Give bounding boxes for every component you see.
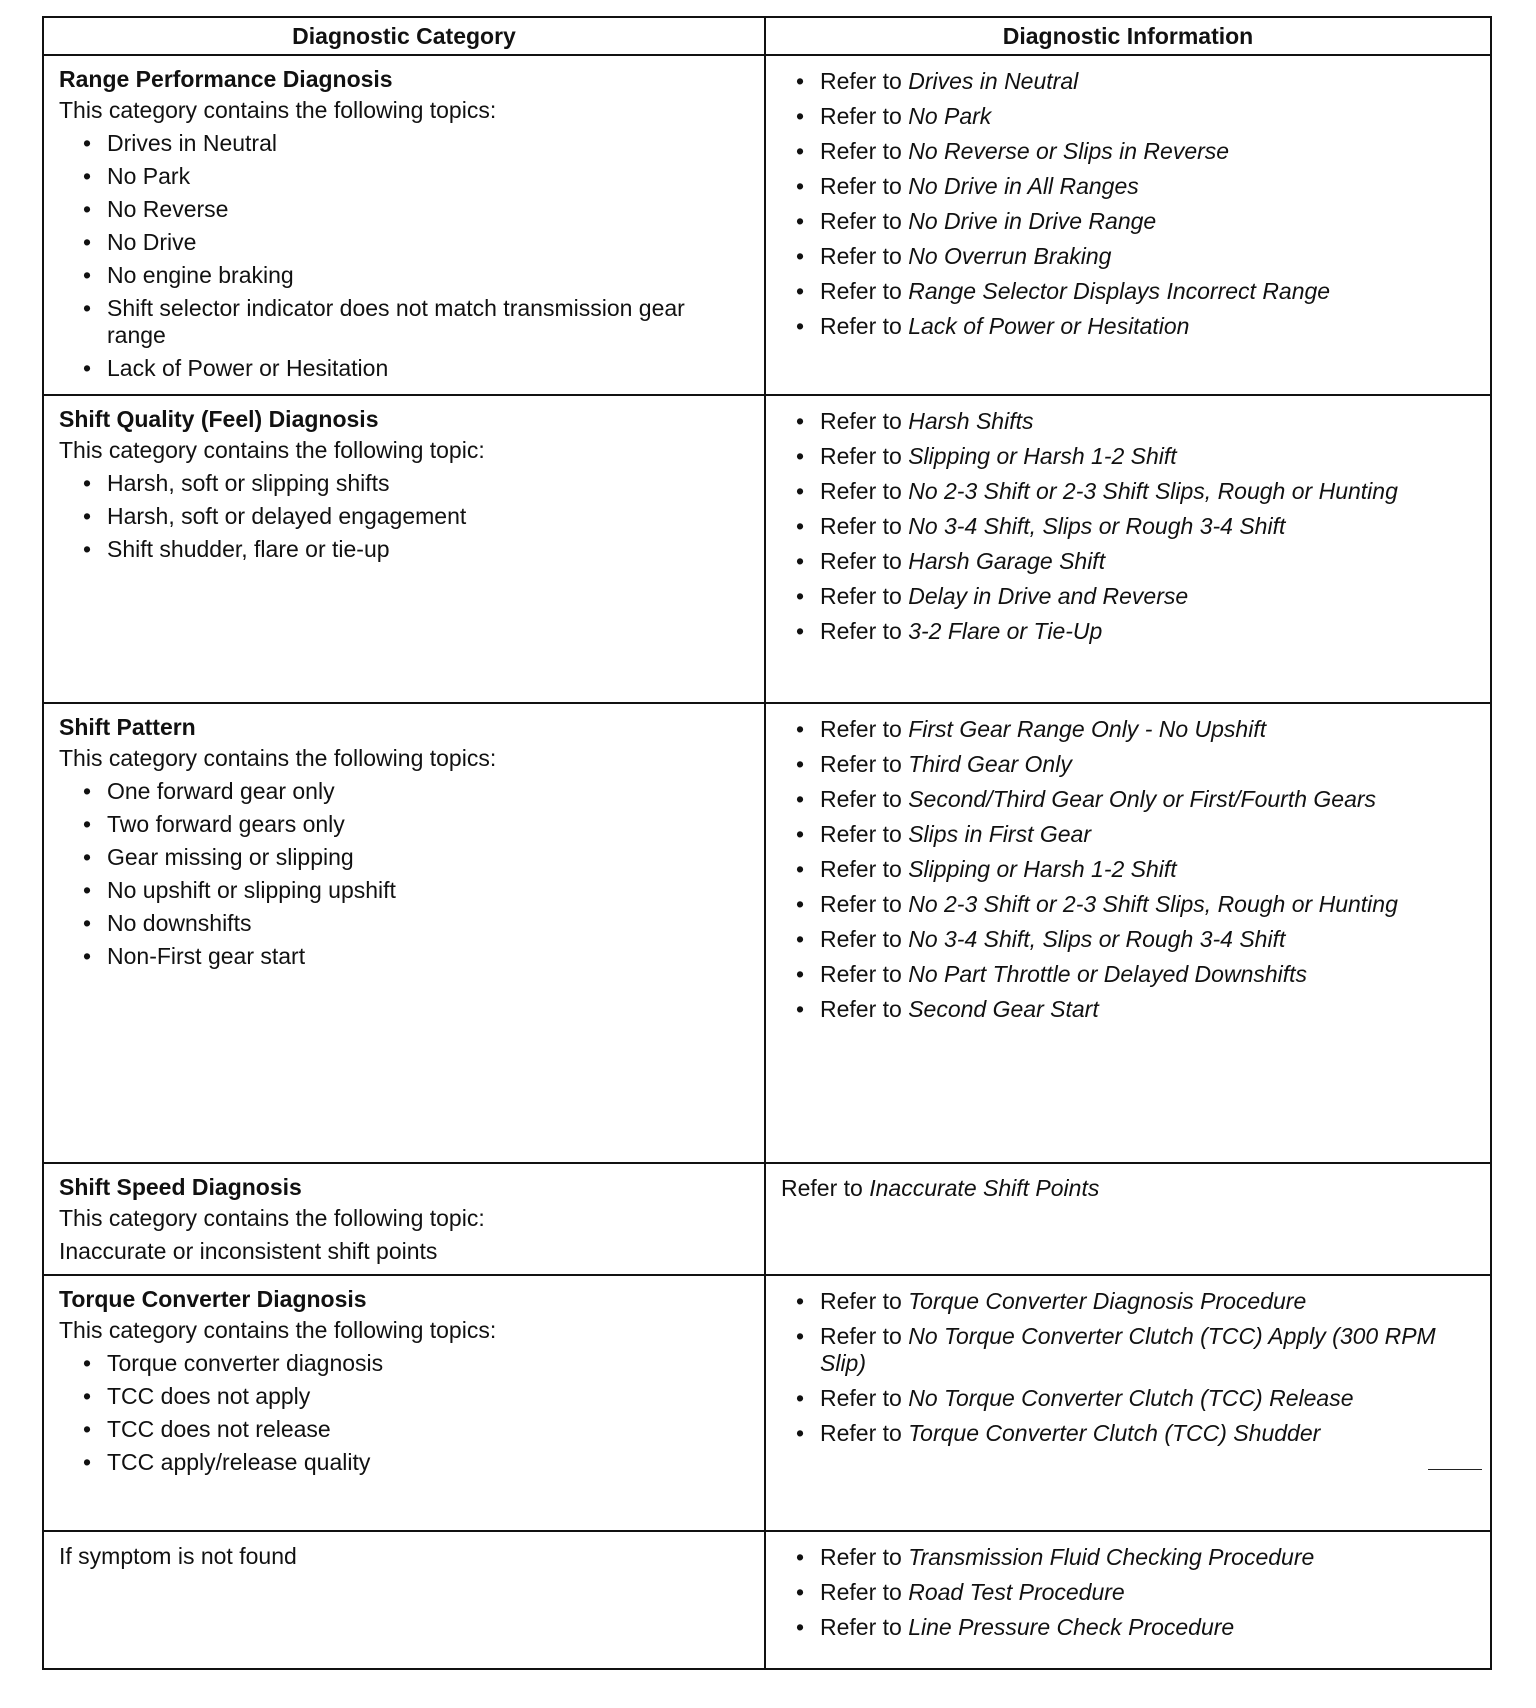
topic-item: • TCC does not apply bbox=[83, 1380, 750, 1413]
reference-link[interactable]: Torque Converter Clutch (TCC) Shudder bbox=[908, 1420, 1321, 1446]
table-row bbox=[43, 1531, 1491, 1669]
info-cell bbox=[765, 1531, 1491, 1669]
reference-item bbox=[796, 782, 1480, 817]
topic-list bbox=[59, 1347, 750, 1479]
reference-item bbox=[796, 1540, 1480, 1575]
refer-prefix: Refer to bbox=[820, 138, 902, 164]
refer-prefix: Refer to bbox=[820, 1579, 902, 1605]
reference-item bbox=[796, 887, 1480, 922]
table-row bbox=[43, 703, 1491, 1163]
info-cell bbox=[765, 55, 1491, 395]
reference-item bbox=[796, 544, 1480, 579]
reference-item bbox=[796, 957, 1480, 992]
category-plain-topic: Inaccurate or inconsistent shift points bbox=[59, 1238, 438, 1264]
reference-link[interactable]: No Park bbox=[908, 103, 992, 129]
refer-prefix: Refer to bbox=[820, 243, 902, 269]
refer-prefix: Refer to bbox=[820, 1614, 902, 1640]
topic-item: • TCC apply/release quality bbox=[83, 1446, 750, 1479]
reference-link[interactable]: Line Pressure Check Procedure bbox=[908, 1614, 1235, 1640]
reference-link[interactable]: Range Selector Displays Incorrect Range bbox=[908, 278, 1331, 304]
reference-link[interactable]: No 3-4 Shift, Slips or Rough 3-4 Shift bbox=[908, 513, 1286, 539]
reference-link[interactable]: Torque Converter Diagnosis Procedure bbox=[908, 1288, 1307, 1314]
table-row bbox=[43, 1163, 1491, 1275]
refer-prefix: Refer to bbox=[820, 961, 902, 987]
refer-prefix: Refer to bbox=[820, 478, 902, 504]
topic-item: • No downshifts bbox=[83, 907, 750, 940]
reference-item bbox=[796, 1319, 1480, 1381]
reference-link[interactable]: Lack of Power or Hesitation bbox=[908, 313, 1190, 339]
reference-link[interactable]: No 3-4 Shift, Slips or Rough 3-4 Shift bbox=[908, 926, 1286, 952]
topic-item: • Harsh, soft or slipping shifts bbox=[83, 467, 750, 500]
reference-item bbox=[796, 1284, 1480, 1319]
table-row bbox=[43, 395, 1491, 703]
refer-prefix: Refer to bbox=[820, 548, 902, 574]
reference-link[interactable]: First Gear Range Only - No Upshift bbox=[908, 716, 1267, 742]
reference-link[interactable]: Second/Third Gear Only or First/Fourth Gears bbox=[908, 786, 1377, 812]
topic-item: • Shift selector indicator does not match transmission gear range bbox=[83, 292, 750, 352]
topic-item: • Drives in Neutral bbox=[83, 127, 750, 160]
reference-link[interactable]: No 2-3 Shift or 2-3 Shift Slips, Rough or Hunting bbox=[908, 891, 1398, 917]
reference-link[interactable]: Transmission Fluid Checking Procedure bbox=[908, 1544, 1315, 1570]
category-intro: This category contains the following topics: bbox=[59, 97, 497, 123]
reference-link[interactable]: Delay in Drive and Reverse bbox=[908, 583, 1189, 609]
reference-item bbox=[781, 1172, 1480, 1205]
reference-item bbox=[796, 1416, 1480, 1451]
category-cell bbox=[43, 395, 765, 703]
refer-prefix: Refer to bbox=[820, 68, 902, 94]
refer-prefix: Refer to bbox=[781, 1175, 863, 1201]
reference-item bbox=[796, 309, 1480, 344]
header-diagnostic-category: Diagnostic Category bbox=[43, 17, 765, 55]
category-intro: This category contains the following topics: bbox=[59, 1317, 497, 1343]
reference-link[interactable]: No Torque Converter Clutch (TCC) Apply (300 RPM Slip) bbox=[820, 1323, 1436, 1376]
reference-link[interactable]: Slipping or Harsh 1-2 Shift bbox=[908, 856, 1177, 882]
category-plain-text: If symptom is not found bbox=[59, 1543, 297, 1569]
topic-item: • Non-First gear start bbox=[83, 940, 750, 973]
reference-item bbox=[796, 509, 1480, 544]
refer-prefix: Refer to bbox=[820, 583, 902, 609]
refer-prefix: Refer to bbox=[820, 821, 902, 847]
category-intro: This category contains the following topic: bbox=[59, 437, 485, 463]
reference-item bbox=[796, 474, 1480, 509]
reference-item bbox=[796, 204, 1480, 239]
reference-list bbox=[796, 1284, 1480, 1451]
refer-prefix: Refer to bbox=[820, 996, 902, 1022]
refer-prefix: Refer to bbox=[820, 208, 902, 234]
category-cell bbox=[43, 55, 765, 395]
topic-item: • Harsh, soft or delayed engagement bbox=[83, 500, 750, 533]
refer-prefix: Refer to bbox=[820, 408, 902, 434]
table-header-row bbox=[43, 17, 1491, 55]
reference-link[interactable]: Second Gear Start bbox=[908, 996, 1099, 1022]
reference-link[interactable]: No Drive in All Ranges bbox=[908, 173, 1139, 199]
info-cell bbox=[765, 703, 1491, 1163]
topic-item: • No engine braking bbox=[83, 259, 750, 292]
reference-link[interactable]: Inaccurate Shift Points bbox=[869, 1175, 1100, 1201]
topic-item: • One forward gear only bbox=[83, 775, 750, 808]
reference-item bbox=[796, 404, 1480, 439]
reference-item bbox=[796, 134, 1480, 169]
reference-item bbox=[796, 1610, 1480, 1645]
reference-link[interactable]: Slips in First Gear bbox=[908, 821, 1091, 847]
reference-link[interactable]: No Overrun Braking bbox=[908, 243, 1112, 269]
category-title: Range Performance Diagnosis bbox=[59, 66, 393, 92]
category-title: Torque Converter Diagnosis bbox=[59, 1286, 367, 1312]
topic-item: • Shift shudder, flare or tie-up bbox=[83, 533, 750, 566]
refer-prefix: Refer to bbox=[820, 103, 902, 129]
topic-item: • No Park bbox=[83, 160, 750, 193]
reference-list bbox=[796, 1540, 1480, 1645]
divider-mark bbox=[1428, 1469, 1482, 1470]
reference-item bbox=[796, 922, 1480, 957]
topic-item: • Lack of Power or Hesitation bbox=[83, 352, 750, 385]
reference-link[interactable]: Harsh Shifts bbox=[908, 408, 1034, 434]
header-diagnostic-information: Diagnostic Information bbox=[765, 17, 1491, 55]
reference-list bbox=[796, 712, 1480, 1027]
refer-prefix: Refer to bbox=[820, 926, 902, 952]
reference-item bbox=[796, 852, 1480, 887]
category-cell bbox=[43, 703, 765, 1163]
reference-item bbox=[796, 712, 1480, 747]
info-cell bbox=[765, 1163, 1491, 1275]
topic-item: • Two forward gears only bbox=[83, 808, 750, 841]
refer-prefix: Refer to bbox=[820, 278, 902, 304]
topic-item: • No Reverse bbox=[83, 193, 750, 226]
reference-item bbox=[796, 439, 1480, 474]
category-title: Shift Speed Diagnosis bbox=[59, 1174, 302, 1200]
category-title: Shift Quality (Feel) Diagnosis bbox=[59, 406, 379, 432]
topic-item: • Gear missing or slipping bbox=[83, 841, 750, 874]
reference-item bbox=[796, 817, 1480, 852]
reference-item bbox=[796, 99, 1480, 134]
refer-prefix: Refer to bbox=[820, 618, 902, 644]
reference-link[interactable]: Harsh Garage Shift bbox=[908, 548, 1106, 574]
category-cell bbox=[43, 1531, 765, 1669]
refer-prefix: Refer to bbox=[820, 513, 902, 539]
reference-list bbox=[796, 64, 1480, 344]
reference-item bbox=[796, 579, 1480, 614]
info-cell bbox=[765, 1275, 1491, 1531]
reference-link[interactable]: No Reverse or Slips in Reverse bbox=[908, 138, 1230, 164]
refer-prefix: Refer to bbox=[820, 786, 902, 812]
info-cell bbox=[765, 395, 1491, 703]
topic-item: • No Drive bbox=[83, 226, 750, 259]
reference-item bbox=[796, 747, 1480, 782]
topic-item: • No upshift or slipping upshift bbox=[83, 874, 750, 907]
category-cell bbox=[43, 1163, 765, 1275]
category-title: Shift Pattern bbox=[59, 714, 196, 740]
table-row bbox=[43, 1275, 1491, 1531]
refer-prefix: Refer to bbox=[820, 856, 902, 882]
topic-item: • Torque converter diagnosis bbox=[83, 1347, 750, 1380]
reference-link[interactable]: No Part Throttle or Delayed Downshifts bbox=[908, 961, 1308, 987]
category-intro: This category contains the following topics: bbox=[59, 745, 497, 771]
refer-prefix: Refer to bbox=[820, 1323, 902, 1349]
refer-prefix: Refer to bbox=[820, 1385, 902, 1411]
table-row bbox=[43, 55, 1491, 395]
refer-prefix: Refer to bbox=[820, 313, 902, 339]
refer-prefix: Refer to bbox=[820, 716, 902, 742]
reference-link[interactable]: Third Gear Only bbox=[908, 751, 1072, 777]
category-intro: This category contains the following topic: bbox=[59, 1205, 485, 1231]
reference-link[interactable]: Road Test Procedure bbox=[908, 1579, 1125, 1605]
refer-prefix: Refer to bbox=[820, 173, 902, 199]
reference-link[interactable]: Drives in Neutral bbox=[908, 68, 1079, 94]
reference-link[interactable]: No Torque Converter Clutch (TCC) Release bbox=[908, 1385, 1354, 1411]
topic-item: • TCC does not release bbox=[83, 1413, 750, 1446]
reference-item bbox=[796, 64, 1480, 99]
reference-link[interactable]: Slipping or Harsh 1-2 Shift bbox=[908, 443, 1177, 469]
category-cell bbox=[43, 1275, 765, 1531]
topic-list bbox=[59, 775, 750, 973]
reference-item bbox=[796, 239, 1480, 274]
reference-list bbox=[796, 404, 1480, 649]
reference-item bbox=[796, 1575, 1480, 1610]
reference-item bbox=[796, 1381, 1480, 1416]
refer-prefix: Refer to bbox=[820, 1288, 902, 1314]
diagnostic-table bbox=[42, 16, 1492, 1670]
refer-prefix: Refer to bbox=[820, 751, 902, 777]
reference-item bbox=[796, 614, 1480, 649]
topic-list bbox=[59, 127, 750, 385]
refer-prefix: Refer to bbox=[820, 443, 902, 469]
refer-prefix: Refer to bbox=[820, 1544, 902, 1570]
refer-prefix: Refer to bbox=[820, 891, 902, 917]
reference-link[interactable]: No Drive in Drive Range bbox=[908, 208, 1157, 234]
reference-item bbox=[796, 992, 1480, 1027]
topic-list bbox=[59, 467, 750, 566]
reference-link[interactable]: 3-2 Flare or Tie-Up bbox=[908, 618, 1103, 644]
reference-link[interactable]: No 2-3 Shift or 2-3 Shift Slips, Rough or Hunting bbox=[908, 478, 1398, 504]
reference-item bbox=[796, 169, 1480, 204]
reference-item bbox=[796, 274, 1480, 309]
refer-prefix: Refer to bbox=[820, 1420, 902, 1446]
